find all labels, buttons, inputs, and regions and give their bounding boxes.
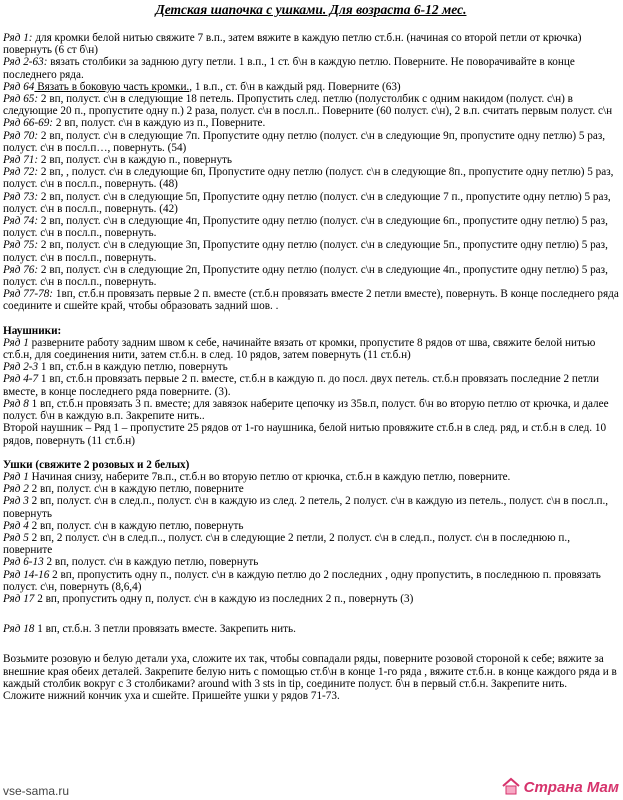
instruction-row — [3, 623, 619, 635]
row-label: Ряд 2-3 — [3, 361, 39, 374]
document — [3, 0, 619, 702]
row-label: Ряд 4 — [3, 519, 29, 532]
row-label: Ряд 77-78: — [3, 288, 54, 301]
instruction-row — [3, 93, 619, 117]
ears-rows — [3, 471, 619, 605]
row-label: Ряд 73: — [3, 190, 39, 203]
row-label: Ряд 2-63: — [3, 56, 48, 69]
row-text: 2 вп, полуст. с\н в следующие 18 петель. Пропустить след. петлю (полустолбик с одним накидом (полуст. с\н) в следующие 20 п., пропустите одну п.) 2 раза, полуст. с\н в посл.п.. Поверните (60 полуст. с\н), 2 в.п. считать первым полуст. с\н — [3, 93, 613, 118]
row-text: 1 вп, ст.б.н в каждую петлю, повернуть — [38, 361, 228, 374]
row-text: 2 вп, пропустить одну п., полуст. с\н в каждую петлю до 2 последних , одну пропустить, в последнюю п. провязать полуст. с\н, повернуть (8,6,4) — [3, 568, 601, 593]
instruction-row — [3, 130, 619, 154]
row-text: 2 вп, 2 полуст. с\н в след.п.., полуст. с\н в следующие 2 петли, 2 полуст. с\н в след.п., полуст. с\н в последнюю п., поверните — [3, 531, 571, 557]
instruction-row — [3, 483, 619, 495]
instruction-row — [3, 532, 619, 556]
row-text: 1 вп, ст.б.н провязать 3 п. вместе; для завязок наберите цепочку из 35в.п, полуст. б\н во вторую петлю от крючка, и далее полуст. б\н в каждую в.п. Закрепите нить.. — [3, 397, 609, 423]
row-label: Ряд 6-13 — [3, 556, 44, 569]
row-label: Ряд 1 — [3, 336, 29, 349]
row-label: Ряд 75: — [3, 239, 39, 252]
instruction-row — [3, 166, 619, 190]
instruction-row — [3, 556, 619, 568]
site-logo — [501, 777, 619, 796]
row-label: Ряд 72: — [3, 166, 39, 179]
row-text: 2 вп, пропустить одну п, полуст. с\н в каждую из последних 2 п., повернуть (3) — [34, 592, 414, 605]
instruction-row — [3, 81, 619, 93]
instruction-row — [3, 154, 619, 166]
row-label: Ряд 64 — [3, 80, 35, 93]
row-label: Ряд 17 — [3, 592, 35, 605]
hat-rows — [3, 32, 619, 313]
row-text: 2 вп, , полуст. с\н в следующие 6п, Пропустите одну петлю (полуст. с\н в следующие 8п., пропустите одну петлю) 5 раз, полуст. с\н в посл.п., повернуть. (48) — [3, 166, 614, 191]
earflaps-rows — [3, 337, 619, 447]
assembly-paragraph: Возьмите розовую и белую детали уха, сложите их так, чтобы совпадали ряды, поверните розовой стороной к себе; вяжите за внешние края обеих деталей. Закрепите белую нить с помощью ст.б\н в конце 1-го ряда , вяжите ст.б.н. в конце каждого ряда и в каждый столбик вокруг с 3 столбиками? around with 3 sts in tip, соедините полуст. б\н в первый ст.б.н. Закрепите нить. — [3, 653, 617, 690]
logo-text: Страна Мам — [523, 779, 619, 796]
row-label: Ряд 65: — [3, 93, 39, 106]
instruction-row — [3, 239, 619, 263]
row-text: 2 вп, полуст. с\н в следующие 3п, Пропустите одну петлю (полуст. с\н в следующие 5п., пропустите одну петлю) 5 раз, полуст. с\н в посл.п., повернуть. — [3, 239, 608, 264]
row-text: вязать столбики за заднюю дугу петли. 1 в.п., 1 ст. б\н в каждую петлю. Поверните. Не поворачивайте в конце последнего ряда. — [3, 56, 575, 81]
row-text: разверните работу задним швом к себе, начинайте вязать от кромки, пропустите 8 рядов от шва, свяжите белой нитью ст.б.н, для соединения нити, затем ст.б.н. в след. 10 рядов, затем повернуть (11 ст.б.н) — [3, 336, 596, 362]
instruction-row — [3, 361, 619, 373]
ears-heading: Ушки (свяжите 2 розовых и 2 белых) — [3, 458, 190, 471]
instruction-row — [3, 215, 619, 239]
ears-row-18 — [3, 623, 619, 635]
house-icon — [501, 777, 521, 795]
row-text: 2 вп, полуст. с\н в следующие 5п, Пропустите одну петлю (полуст. с\н в следующие 7 п., пропустите одну петлю) 5 раз, полуст. с\н в посл.п., повернуть. (42) — [3, 190, 611, 215]
row-text: для кромки белой нитью свяжите 7 в.п., затем вяжите в каждую петлю ст.б.н. (начиная со второй петли от крючка) повернуть (6 ст б\н) — [3, 32, 582, 57]
row-text: 1 вп, ст.б.н. 3 петли провязать вместе. Закрепить нить. — [34, 623, 296, 636]
assembly-instructions — [3, 653, 619, 702]
row-text: 2 вп, полуст. с\н в каждую п., повернуть — [38, 154, 233, 167]
row-text: 2 вп, полуст. с\н в каждую петлю, повернуть — [28, 519, 244, 532]
site-watermark: vse-sama.ru — [3, 784, 70, 798]
instruction-row — [3, 569, 619, 593]
row-label: Ряд 18 — [3, 623, 35, 636]
row-label: Ряд 14-16 — [3, 568, 50, 581]
instruction-row — [3, 191, 619, 215]
instruction-row — [3, 520, 619, 532]
assembly-paragraph: Сложите нижний кончик уха и сшейте. Пришейте ушки у рядов 71-73. — [3, 689, 340, 702]
instruction-row — [3, 288, 619, 312]
row-label: Ряд 4-7 — [3, 373, 39, 386]
row-text: Второй наушник – Ряд 1 – пропустите 25 рядов от 1-го наушника, белой нитью провяжите ст.б.н в след. ряд, и ст.б.н в след. 10 рядов, повернуть (11 ст.б.н) — [3, 422, 607, 447]
row-label: Ряд 3 — [3, 495, 29, 508]
page-title: Детская шапочка с ушками. Для возраста 6-12 мес. — [155, 2, 467, 17]
instruction-row — [3, 337, 619, 361]
instruction-row — [3, 398, 619, 422]
instruction-row — [3, 56, 619, 80]
instruction-row — [3, 264, 619, 288]
row-text: 1вп, ст.б.н провязать первые 2 п. вместе (ст.б.н провязать вместе 2 петли вместе), повернуть. В конце последнего ряда соедините и сшейте край, чтобы образовать задний шов. . — [3, 288, 619, 313]
instruction-row — [3, 32, 619, 56]
instruction-row — [3, 373, 619, 397]
row-label: Ряд 8 — [3, 397, 29, 410]
row-label: Ряд 1 — [3, 470, 29, 483]
earflaps-heading: Наушники: — [3, 324, 62, 337]
instruction-row — [3, 495, 619, 519]
row-label: Ряд 70: — [3, 129, 39, 142]
row-text: Начиная снизу, наберите 7в.п., ст.б.н во вторую петлю от крючка, ст.б.н в каждую петлю, поверните. — [28, 470, 511, 483]
row-text: 2 вп, полуст. с\н в следующие 7п. Пропустите одну петлю (полуст. с\н в следующие 9п, пропустите одну петлю) 5 раз, полуст. с\н в посл.п…, повернуть. (54) — [3, 129, 606, 154]
instruction-row — [3, 593, 619, 605]
row-text: , 1 в.п., ст. б\н в каждый ряд. Поверните (63) — [189, 80, 401, 93]
row-text: 2 вп, полуст. с\н в каждую из п., Поверните. — [53, 117, 266, 130]
instruction-row — [3, 471, 619, 483]
instruction-row — [3, 422, 619, 446]
row-label: Ряд 2 — [3, 483, 29, 496]
row-text: 2 вп, полуст. с\н в каждую петлю, поверните — [28, 483, 244, 496]
row-text: 2 вп, полуст. с\н в следующие 2п, Пропустите одну петлю (полуст. с\н в следующие 4п., пропустите одну петлю) 5 раз, полуст. с\н в посл.п., повернуть. — [3, 263, 608, 289]
row-label: Ряд 66-69: — [3, 117, 54, 130]
row-label: Ряд 76: — [3, 263, 39, 276]
row-text: 1 вп, ст.б.н провязать первые 2 п. вместе, ст.б.н в каждую п. до посл. двух петель. ст.б.н провязать последние 2 петли вместе, в конце последнего ряда поверните. (3). — [3, 373, 599, 398]
row-text: 2 вп, полуст. с\н в каждую петлю, повернуть — [43, 556, 259, 569]
row-text: 2 вп, полуст. с\н в след.п., полуст. с\н в каждую из след. 2 петель, 2 полуст. с\н в каждую из петель., полуст. с\н в посл.п., повернуть — [3, 495, 609, 520]
instruction-row — [3, 117, 619, 129]
row-label: Ряд 71: — [3, 154, 39, 167]
row-label: Ряд 1: — [3, 32, 33, 44]
row-label: Ряд 74: — [3, 215, 39, 228]
row-text: 2 вп, полуст. с\н в следующие 4п, Пропустите одну петлю (полуст. с\н в следующие 6п., пропустите одну петлю) 5 раз, полуст. с\н в посл.п., повернуть. — [3, 215, 608, 240]
row-underlined-text: Вязать в боковую часть кромки. — [34, 80, 190, 93]
row-label: Ряд 5 — [3, 531, 29, 544]
